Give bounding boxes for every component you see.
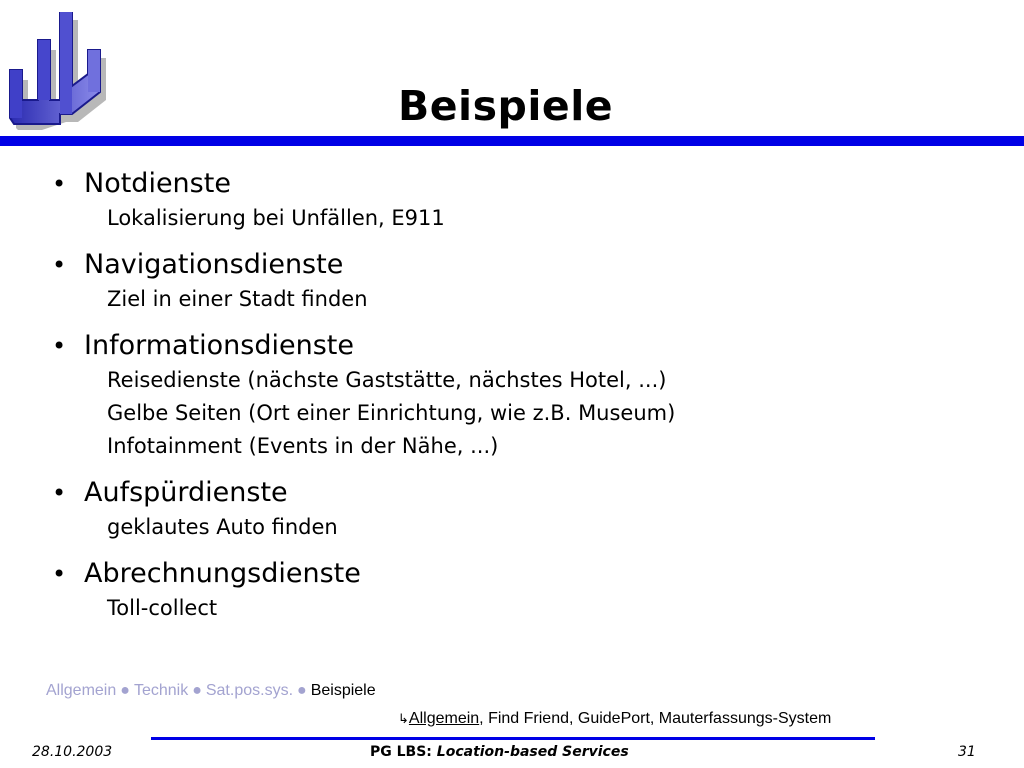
link-allgemein[interactable]: Allgemein	[408, 710, 480, 727]
list-item-heading	[42, 247, 1002, 283]
footer-course-name: PG LBS:	[370, 744, 437, 760]
breadcrumb-item[interactable]: Technik	[133, 682, 189, 699]
list-item-detail: Ziel in einer Stadt finden	[107, 287, 368, 311]
related-links	[398, 710, 831, 728]
list-item	[42, 556, 1002, 625]
list-item-detail: geklautes Auto finden	[107, 515, 338, 539]
breadcrumb	[46, 682, 376, 700]
list-item-heading	[42, 166, 1002, 202]
footer-course-title	[370, 744, 629, 760]
bullet-icon: •	[52, 332, 67, 360]
breadcrumb-item[interactable]: Beispiele	[310, 682, 376, 699]
list-item-heading	[42, 556, 1002, 592]
list-item	[42, 166, 1002, 235]
bullet-icon: •	[52, 251, 67, 279]
footer-divider	[151, 737, 875, 740]
list-item-heading-text: Abrechnungsdienste	[84, 558, 361, 589]
list-item-detail: Gelbe Seiten (Ort einer Einrichtung, wie z.B. Museum)	[107, 401, 676, 425]
list-item-detail: Infotainment (Events in der Nähe, ...)	[107, 434, 499, 458]
breadcrumb-separator-icon: ●	[297, 682, 307, 699]
title-divider	[0, 136, 1024, 146]
footer-course-subtitle: Location-based Services	[436, 744, 629, 760]
slide-content	[42, 166, 1002, 637]
list-item-heading-text: Informationsdienste	[84, 330, 354, 361]
related-links-text: , Find Friend, GuidePort, Mauterfassungs-System	[479, 710, 832, 727]
footer-date: 28.10.2003	[32, 744, 113, 760]
list-item-heading	[42, 328, 1002, 364]
list-item-heading-text: Notdienste	[84, 168, 231, 199]
university-logo-icon	[8, 12, 108, 130]
bullet-icon: •	[52, 560, 67, 588]
list-item-heading-text: Navigationsdienste	[84, 249, 344, 280]
list-item	[42, 475, 1002, 544]
slide-title: Beispiele	[398, 82, 614, 130]
page-number: 31	[958, 744, 976, 760]
list-item-heading-text: Aufspürdienste	[84, 477, 288, 508]
breadcrumb-item[interactable]: Allgemein	[46, 682, 117, 699]
list-item-detail: Lokalisierung bei Unfällen, E911	[107, 206, 445, 230]
bullet-icon: •	[52, 479, 67, 507]
list-item	[42, 328, 1002, 463]
list-item-detail: Toll-collect	[107, 596, 218, 620]
breadcrumb-item[interactable]: Sat.pos.sys.	[205, 682, 294, 699]
breadcrumb-separator-icon: ●	[120, 682, 130, 699]
list-item-detail: Reisedienste (nächste Gaststätte, nächstes Hotel, ...)	[107, 368, 667, 392]
bullet-icon: •	[52, 170, 67, 198]
breadcrumb-separator-icon: ●	[192, 682, 202, 699]
return-arrow-icon: ↳	[398, 711, 409, 726]
list-item-heading	[42, 475, 1002, 511]
list-item	[42, 247, 1002, 316]
